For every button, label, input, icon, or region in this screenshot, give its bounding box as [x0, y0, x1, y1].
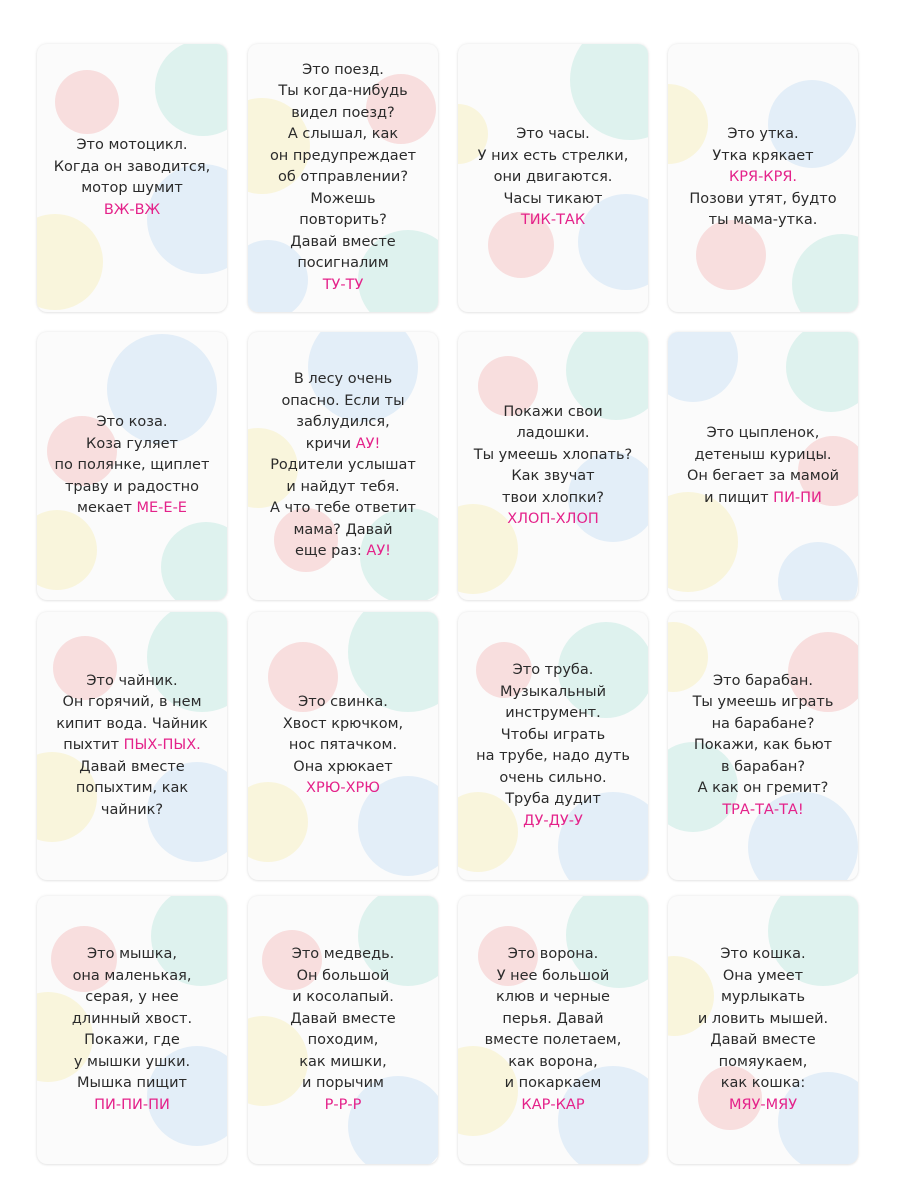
card-line — [55, 455, 210, 477]
onomatopoeia: КРЯ-КРЯ. — [728, 169, 798, 186]
card-line — [278, 81, 407, 103]
card-line — [713, 671, 813, 693]
onomatopoeia: ХРЮ-ХРЮ — [306, 780, 380, 797]
card-line — [723, 966, 803, 988]
card-line-text: попыхтим, как — [75, 780, 189, 797]
card-line — [707, 423, 820, 445]
card-line — [283, 714, 403, 736]
card-line — [297, 253, 388, 275]
card-line — [293, 757, 392, 779]
card-text — [458, 332, 648, 600]
card-line — [521, 1095, 584, 1117]
card-text — [248, 896, 438, 1164]
card-line — [698, 1009, 828, 1031]
card-line — [281, 391, 404, 413]
card-line — [698, 778, 829, 800]
card-line-text: Он бегает за мамой — [686, 468, 840, 484]
card-line — [513, 660, 594, 682]
card-line-text: пыхтит — [63, 737, 124, 754]
card-forest — [248, 332, 438, 600]
card-line — [289, 735, 397, 757]
card-line-text: у мышки ушки. — [73, 1053, 191, 1070]
card-line-text: Покажи, где — [84, 1032, 180, 1048]
card-line — [478, 146, 629, 168]
card-line — [727, 124, 798, 146]
card-line-text: они двигаются. — [493, 169, 613, 186]
card-line-text: Позови утят, будто — [689, 190, 837, 207]
card-line — [507, 509, 599, 531]
card-line-text: У нее большой — [496, 967, 610, 984]
card-line — [502, 1009, 603, 1031]
card-line — [292, 944, 395, 966]
card-line-text: мотор шумит — [81, 180, 183, 196]
card-line — [77, 1073, 187, 1095]
card-line — [503, 189, 602, 211]
card-line-text: А слышал, как — [287, 126, 399, 143]
card-text — [37, 896, 227, 1164]
card-line-text: Можешь — [310, 190, 376, 207]
card-line-text: Это цыпленок, — [706, 425, 820, 441]
card-line-text: заблудился, — [296, 414, 390, 431]
card-text — [458, 896, 648, 1164]
card-line-text: кричи — [305, 435, 356, 452]
card-line-text: Давай вместе — [290, 233, 396, 250]
card-line-text: Ты когда-нибудь — [278, 83, 408, 100]
card-line — [62, 692, 201, 714]
card-line — [292, 987, 394, 1009]
card-line-text: и покаркаем — [504, 1075, 602, 1091]
card-line-text: Часы тикают — [503, 190, 603, 207]
card-line — [323, 275, 364, 297]
card-line — [290, 232, 395, 254]
card-line-text: Мышка пищит — [77, 1075, 187, 1091]
card-line-text: ладошки. — [516, 425, 590, 441]
card-line — [297, 966, 390, 988]
card-line — [694, 735, 832, 757]
card-line-text: перья. Давай — [502, 1010, 604, 1027]
card-line — [101, 800, 163, 822]
card-cat — [668, 896, 858, 1164]
card-line — [79, 757, 184, 779]
card-line-text: повторить? — [299, 212, 387, 229]
card-line — [729, 1095, 797, 1117]
card-text — [668, 612, 858, 880]
card-line-text: опасно. Если ты — [281, 392, 405, 409]
card-line-text: Она хрюкает — [293, 758, 393, 775]
card-line — [505, 789, 601, 811]
card-line — [302, 60, 384, 82]
card-line — [94, 1095, 170, 1117]
card-trumpet — [458, 612, 648, 880]
card-line-text: как ворона, — [508, 1053, 598, 1070]
card-line-text: Ты умеешь играть — [692, 694, 834, 711]
card-line-text: Когда он заводится, — [53, 158, 211, 175]
card-line-text: твои хлопки? — [502, 489, 604, 506]
card-line-text: как кошка: — [720, 1075, 806, 1091]
card-text — [248, 332, 438, 600]
card-line-text: Покажи, как бьют — [693, 737, 833, 754]
card-line-text: Это медведь. — [291, 946, 395, 962]
card-line-text: Музыкальный — [499, 683, 607, 700]
card-line — [485, 1030, 622, 1052]
card-line — [270, 146, 416, 168]
card-line — [77, 498, 187, 520]
card-line-text: очень сильно. — [499, 769, 607, 786]
card-line-text: инструмент. — [505, 705, 601, 721]
card-line-text: он предупреждает — [269, 147, 417, 164]
onomatopoeia: КАР-КАР — [521, 1096, 585, 1113]
card-line-text: Это свинка. — [298, 694, 388, 711]
card-text — [248, 44, 438, 312]
card-line-text: Ты умеешь хлопать? — [473, 446, 633, 463]
card-line — [687, 466, 839, 488]
onomatopoeia: ТРА-ТА-ТА! — [722, 801, 804, 818]
onomatopoeia: ПИ-ПИ-ПИ — [94, 1096, 170, 1113]
card-line — [505, 703, 601, 725]
onomatopoeia: ТИК-ТАК — [520, 212, 586, 229]
card-text — [668, 44, 858, 312]
onomatopoeia: ПЫХ-ПЫХ. — [123, 737, 201, 754]
card-line — [721, 757, 805, 779]
card-line-text: вместе полетаем, — [484, 1032, 622, 1048]
card-line-text: Это кошка. — [720, 946, 806, 962]
card-line — [86, 434, 178, 456]
card-line — [104, 200, 160, 222]
card-line-text: А как он гремит? — [697, 780, 829, 797]
card-motorcycle — [37, 44, 227, 312]
card-line-text: и пищит — [704, 489, 774, 506]
card-clap — [458, 332, 648, 600]
card-line — [310, 189, 375, 211]
card-line-text: на барабане? — [711, 715, 815, 732]
card-line — [302, 1073, 384, 1095]
card-line — [56, 714, 208, 736]
card-line-text: Хвост крючком, — [282, 715, 404, 732]
card-line — [270, 498, 416, 520]
card-duck — [668, 44, 858, 312]
onomatopoeia: Р-Р-Р — [324, 1096, 362, 1113]
card-line — [704, 488, 822, 510]
onomatopoeia: МЯУ-МЯУ — [728, 1096, 798, 1113]
card-text — [248, 612, 438, 880]
card-line-text: в барабан? — [720, 758, 806, 775]
card-line-text: Он большой — [296, 967, 390, 984]
card-line — [694, 445, 831, 467]
onomatopoeia: ДУ-ДУ-У — [523, 812, 583, 829]
card-line-text: видел поезд? — [291, 104, 395, 121]
card-line-text: Чтобы играть — [500, 726, 606, 743]
card-line — [81, 178, 183, 200]
card-text — [668, 332, 858, 600]
card-line — [65, 477, 199, 499]
card-line — [496, 987, 610, 1009]
card-drum — [668, 612, 858, 880]
card-line — [693, 692, 834, 714]
card-line — [306, 778, 380, 800]
card-line — [521, 210, 585, 232]
card-line — [295, 541, 391, 563]
card-line — [74, 1052, 190, 1074]
card-line — [712, 146, 813, 168]
card-line — [76, 135, 187, 157]
card-line — [54, 157, 210, 179]
card-line-text: мурлыкать — [720, 989, 806, 1005]
card-line — [508, 944, 599, 966]
card-line — [516, 423, 589, 445]
card-line — [87, 944, 177, 966]
onomatopoeia: ТУ-ТУ — [322, 276, 364, 293]
card-text — [458, 44, 648, 312]
card-line-text: она маленькая, — [72, 967, 192, 984]
card-line — [278, 167, 408, 189]
card-line — [86, 671, 177, 693]
card-line-text: по полянке, щиплет — [54, 457, 210, 474]
card-line-text: Давай вместе — [79, 758, 185, 775]
card-line-text: кипит вода. Чайник — [56, 715, 208, 732]
card-line — [497, 966, 610, 988]
card-line — [721, 1073, 805, 1095]
card-line-text: и порычим — [302, 1075, 384, 1091]
card-line-text: Это коза. — [96, 414, 168, 431]
card-line — [290, 1009, 395, 1031]
card-line-text: Утка крякает — [712, 147, 814, 164]
card-line-text: Он горячий, в нем — [62, 694, 202, 711]
card-line — [293, 520, 392, 542]
card-line — [72, 1009, 192, 1031]
card-line-text: длинный хвост. — [71, 1010, 193, 1027]
onomatopoeia: АУ! — [355, 435, 381, 452]
card-line-text: Покажи свои — [503, 403, 603, 420]
card-line-text: и найдут тебя. — [286, 478, 400, 495]
onomatopoeia: ПИ-ПИ — [773, 489, 822, 506]
card-train — [248, 44, 438, 312]
card-line-text: мекает — [77, 500, 137, 517]
card-line-text: Это труба. — [512, 662, 594, 678]
card-line — [270, 455, 416, 477]
card-line — [499, 768, 606, 790]
card-line — [508, 1052, 597, 1074]
card-line-text: Как звучат — [511, 468, 595, 484]
card-line-text: и ловить мышей. — [697, 1010, 829, 1027]
card-line-text: Это поезд. — [302, 61, 384, 78]
card-line-text: траву и радостно — [64, 478, 200, 495]
card-line — [308, 1030, 379, 1052]
card-line — [85, 987, 178, 1009]
card-line — [502, 488, 604, 510]
card-line — [97, 412, 168, 434]
card-mouse — [37, 896, 227, 1164]
card-line-text: Давай вместе — [290, 1010, 396, 1027]
onomatopoeia: АУ! — [366, 543, 391, 560]
card-text — [458, 612, 648, 880]
card-line-text: А что тебе ответит — [270, 500, 416, 517]
card-line — [503, 402, 602, 424]
card-line-text: серая, у нее — [85, 989, 179, 1005]
card-text — [37, 332, 227, 600]
card-line — [294, 369, 392, 391]
card-line-text: Это утка. — [727, 126, 799, 143]
card-line-text: еще раз: — [295, 543, 367, 560]
card-line — [712, 714, 815, 736]
card-pig — [248, 612, 438, 880]
card-line — [505, 1073, 602, 1095]
card-line — [84, 1030, 180, 1052]
card-line-text: Это барабан. — [713, 672, 813, 689]
card-line — [296, 412, 389, 434]
card-line-text: ты мама-утка. — [708, 212, 818, 229]
card-line — [474, 445, 632, 467]
card-text — [668, 896, 858, 1164]
card-line-text: Давай вместе — [710, 1032, 816, 1048]
card-line — [306, 434, 381, 456]
card-line-text: Она умеет — [722, 967, 804, 984]
card-line-text: и косолапый. — [292, 989, 394, 1005]
card-line-text: на трубе, надо дуть — [476, 748, 630, 764]
card-line — [516, 124, 590, 146]
onomatopoeia: ХЛОП-ХЛОП — [507, 511, 599, 527]
card-line-text: клюв и черные — [496, 989, 610, 1005]
card-text — [37, 44, 227, 312]
card-goat — [37, 332, 227, 600]
card-line — [299, 210, 387, 232]
card-line-text: помяукаем, — [718, 1053, 808, 1070]
card-line-text: У них есть стрелки, — [477, 147, 629, 164]
card-line — [710, 1030, 815, 1052]
card-line — [722, 800, 803, 822]
card-line-text: об отправлении? — [277, 169, 409, 186]
card-line — [500, 682, 606, 704]
card-line-text: Родители услышат — [270, 457, 416, 474]
card-text — [37, 612, 227, 880]
card-line — [709, 210, 818, 232]
card-line-text: мама? Давай — [293, 521, 393, 538]
card-line-text: Это ворона. — [507, 946, 599, 962]
card-line — [288, 124, 398, 146]
card-line-text: чайник? — [100, 801, 164, 818]
card-line — [720, 944, 805, 966]
card-line-text: как мишки, — [299, 1053, 387, 1070]
card-bear — [248, 896, 438, 1164]
card-line — [501, 725, 605, 747]
card-line — [286, 477, 399, 499]
card-line — [729, 167, 797, 189]
card-line-text: походим, — [307, 1032, 379, 1048]
onomatopoeia: ВЖ-ВЖ — [103, 201, 161, 218]
card-line-text: Это чайник. — [86, 672, 178, 689]
card-line — [73, 966, 192, 988]
card-line — [476, 746, 630, 768]
card-line-text: Коза гуляет — [86, 435, 178, 452]
card-chick — [668, 332, 858, 600]
card-line-text: нос пятачком. — [288, 737, 398, 754]
card-line-text: Это мотоцикл. — [76, 137, 188, 153]
card-line-text: В лесу очень — [293, 371, 393, 388]
card-line — [325, 1095, 362, 1117]
card-clock — [458, 44, 648, 312]
card-line — [689, 189, 836, 211]
card-kettle — [37, 612, 227, 880]
card-line-text: Это часы. — [516, 126, 590, 143]
card-line-text: Это мышка, — [87, 946, 177, 962]
card-line — [291, 103, 395, 125]
card-line — [494, 167, 613, 189]
onomatopoeia: МЕ-Е-Е — [136, 500, 187, 517]
card-line — [511, 466, 594, 488]
card-line — [299, 1052, 386, 1074]
card-line — [721, 987, 805, 1009]
card-line — [298, 692, 388, 714]
card-line — [63, 735, 201, 757]
card-crow — [458, 896, 648, 1164]
card-line — [719, 1052, 808, 1074]
card-line — [523, 811, 583, 833]
card-line — [76, 778, 188, 800]
card-line-text: детеныш курицы. — [694, 446, 832, 463]
card-line-text: посигналим — [297, 255, 389, 272]
card-line-text: Труба дудит — [505, 791, 601, 807]
